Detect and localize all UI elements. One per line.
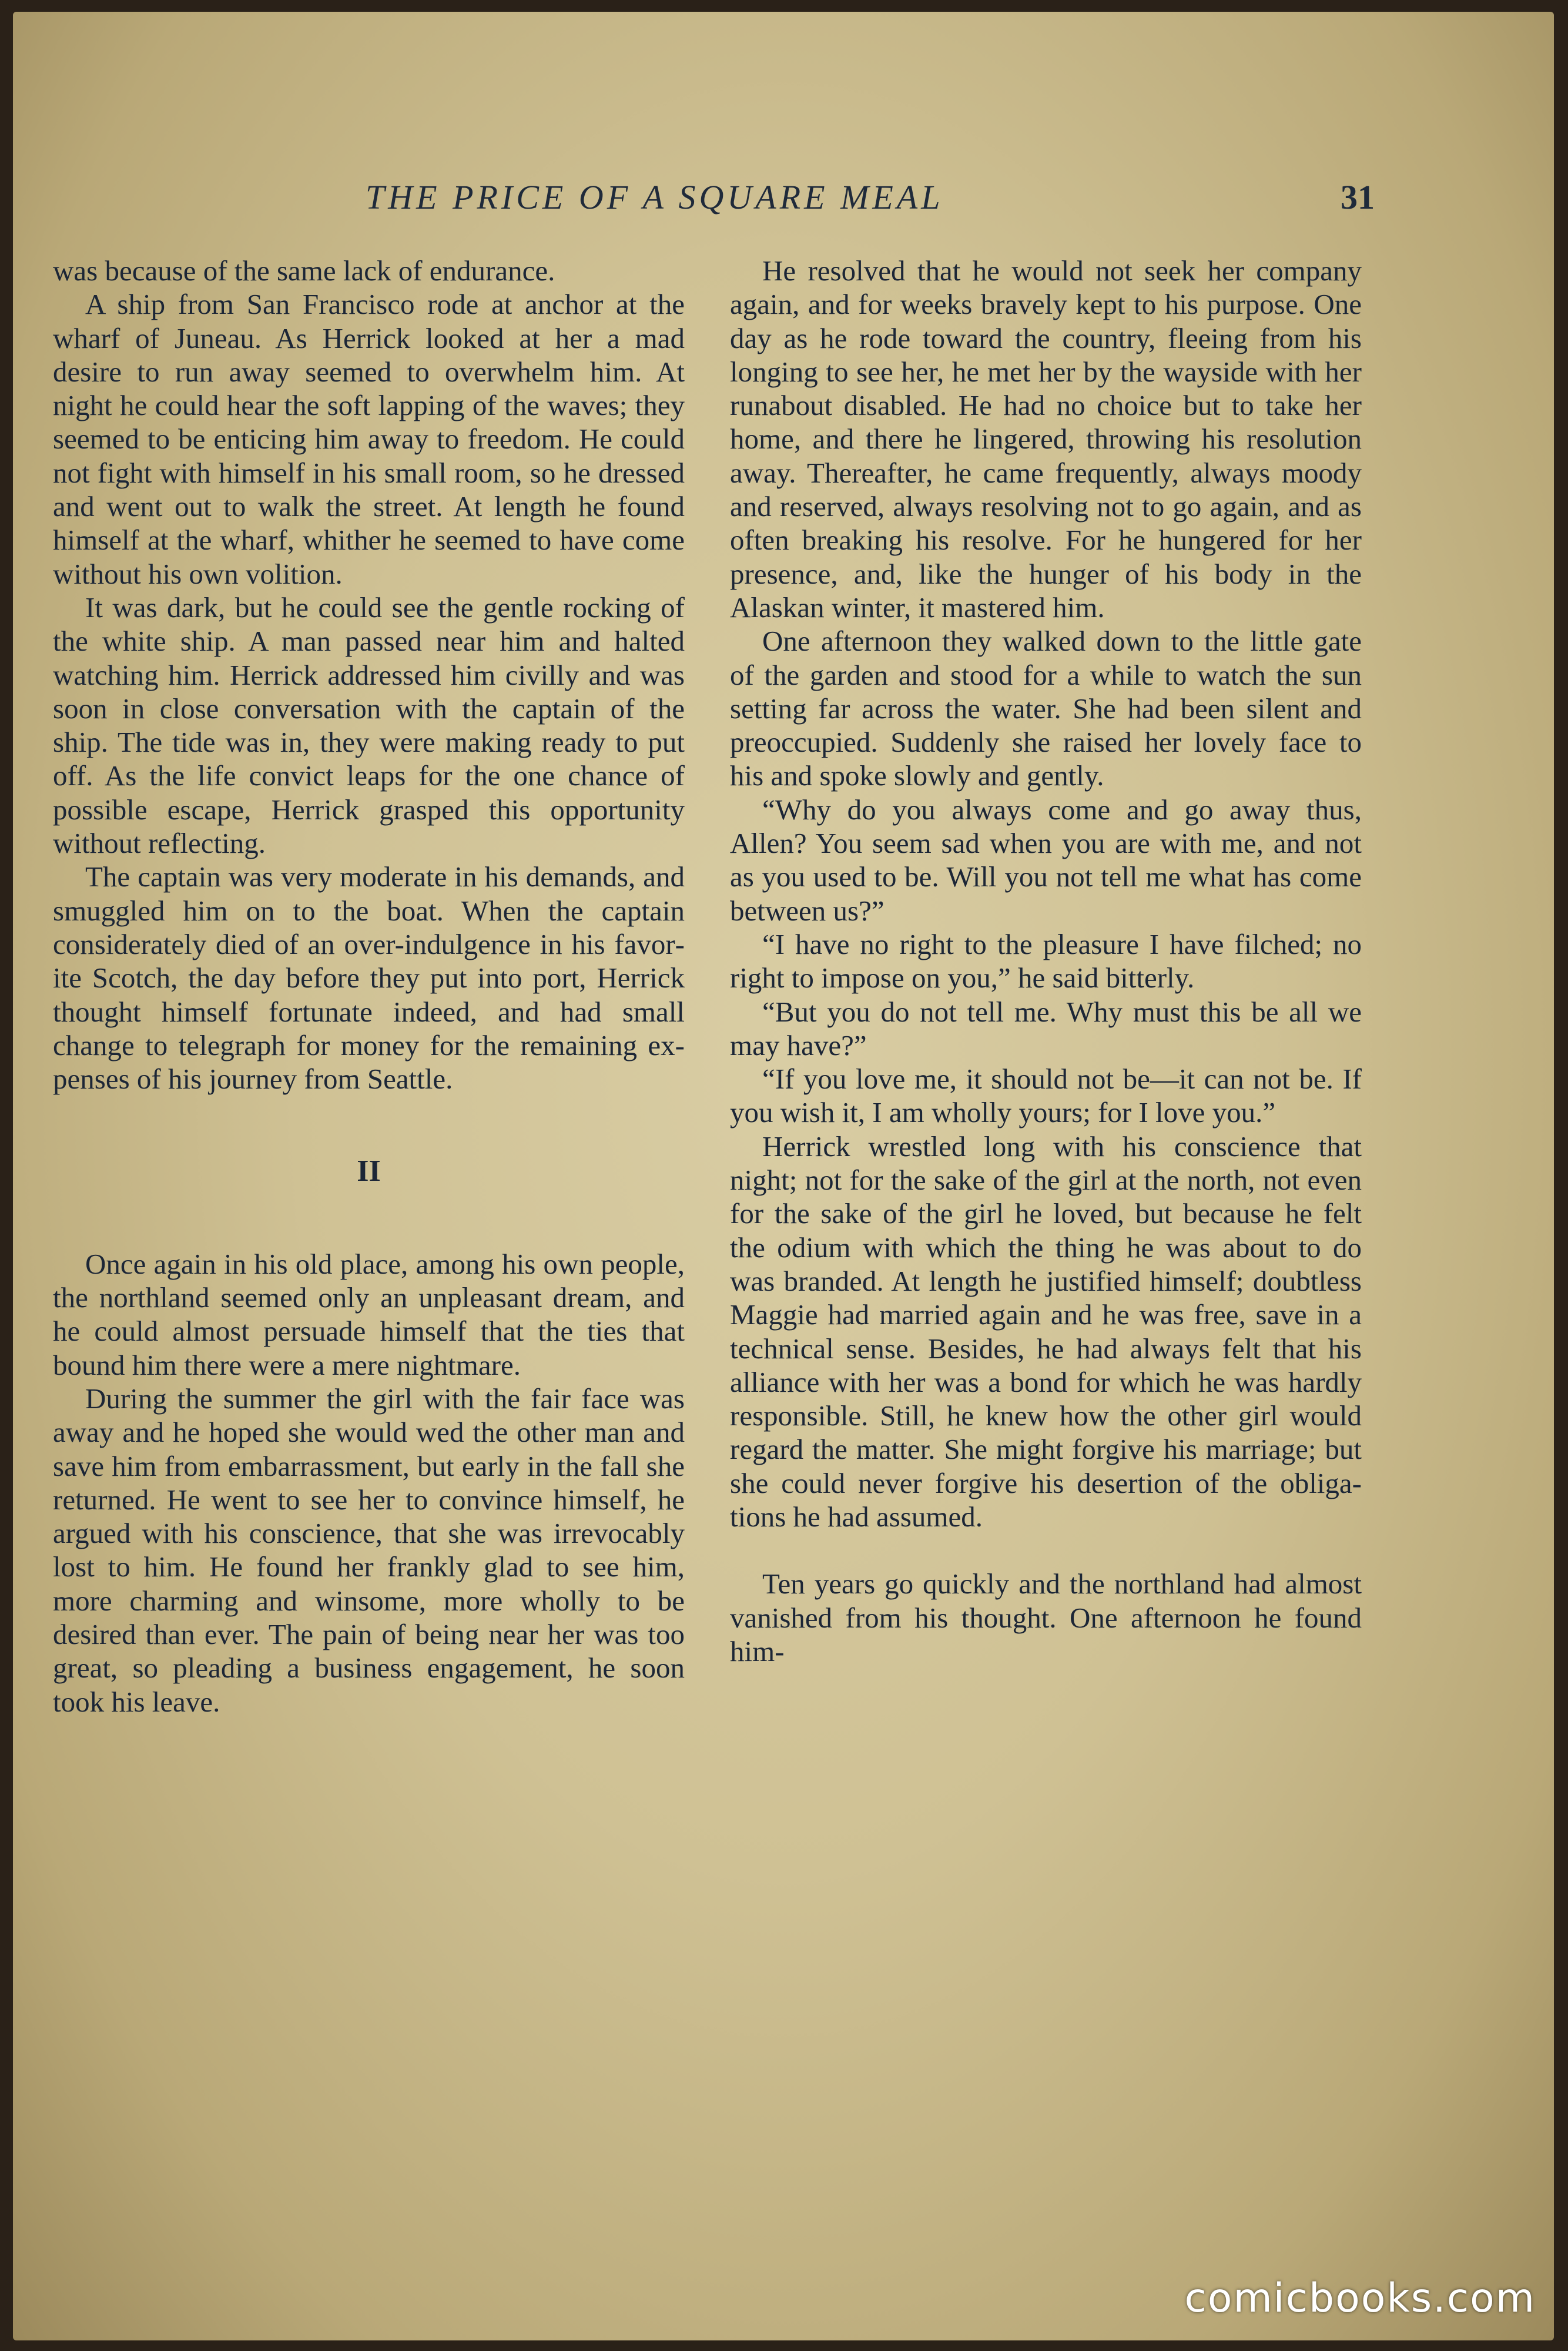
right-column — [730, 254, 1362, 1668]
paragraph: Herrick wrestled long with his conscience that night; not for the sake of the girl at the north, not even for the sake of the girl he loved, but because he felt the odium with which the thing he was about to do was branded. At length he justified himself; doubtless Maggie had married again and he was free, save in a technical sense. Besides, he had always felt that his alliance with her was a bond for which he was hardly responsible. Still, he knew how the other girl would regard the matter. She might forgive his marriage; but she could never forgive his desertion of the obligations he had assumed. — [730, 1130, 1362, 1533]
running-title: THE PRICE OF A SQUARE MEAL — [366, 178, 944, 216]
left-column — [53, 254, 685, 1719]
paragraph: It was dark, but he could see the gentle rocking of the white ship. A man passed near him and halted watching him. Herrick addressed him civilly and was soon in close conversation with the captain of the ship. The tide was in, they were making ready to put off. As the life convict leaps for the one chance of possible escape, Herrick grasped this opportunity without reflecting. — [53, 591, 685, 860]
paragraph: Once again in his old place, among his own people, the northland seemed only an unpleasant dream, and he could almost persuade himself that the ties that bound him there were a mere nightmare. — [53, 1247, 685, 1381]
paragraph: was because of the same lack of endurance. — [53, 254, 555, 287]
site-watermark: comicbooks.com — [1184, 2275, 1536, 2322]
paragraph: “But you do not tell me. Why must this be all we may have?” — [730, 995, 1362, 1061]
section-heading: II — [357, 1154, 381, 1188]
paragraph: One afternoon they walked down to the little gate of the garden and stood for a while to watch the sun setting far across the water. She had been silent and preoccupied. Suddenly she raised her lovely face to his and spoke slowly and gently. — [730, 625, 1362, 792]
paragraph: “Why do you always come and go away thus, Allen? You seem sad when you are with me, and not as you used to be. Will you not tell me what has come between us?” — [730, 793, 1362, 927]
magazine-page — [13, 12, 1554, 2340]
paragraph: The captain was very moderate in his demands, and smuggled him on to the boat. When the captain considerately died of an over-indulgence in his favorite Scotch, the day before they put into port, Herrick thought himself fortunate indeed, and had small change to telegraph for money for the remaining expenses of his journey from Seattle. — [53, 860, 685, 1096]
paragraph: During the summer the girl with the fair face was away and he hoped she would wed the other man and save him from embarrassment, but early in the fall she returned. He went to see her to convince himself, he argued with his conscience, that she was irrevocably lost to him. He found her frankly glad to see him, more charming and winsome, more wholly to be desired than ever. The pain of being near her was too great, so pleading a business engagement, he soon took his leave. — [53, 1382, 685, 1718]
paragraph: Ten years go quickly and the northland had almost vanished from his thought. One afternoon he found him- — [730, 1568, 1362, 1667]
paragraph: “If you love me, it should not be—it can not be. If you wish it, I am wholly yours; for I love you.” — [730, 1063, 1362, 1129]
page-number: 31 — [1341, 178, 1375, 216]
page-header — [13, 178, 1554, 225]
paragraph: “I have no right to the pleasure I have filched; no right to impose on you,” he said bitterly. — [730, 927, 1362, 994]
paragraph: A ship from San Francisco rode at anchor at the wharf of Juneau. As Herrick looked at her a mad desire to run away seemed to overwhelm him. At night he could hear the soft lapping of the waves; they seemed to be enticing him away to freedom. He could not fight with himself in his small room, so he dressed and went out to walk the street. At length he found himself at the wharf, whither he seemed to have come without his own volition. — [53, 288, 685, 590]
paragraph: He resolved that he would not seek her company again, and for weeks bravely kept to his purpose. One day as he rode toward the country, fleeing from his longing to see her, he met her by the wayside with her runabout disabled. He had no choice but to take her home, and there he lingered, throwing his resolution away. Thereafter, he came frequently, always moody and reserved, always resolving not to go again, and as often breaking his resolve. For he hungered for her presence, and, like the hunger of his body in the Alaskan winter, it mastered him. — [730, 254, 1362, 624]
